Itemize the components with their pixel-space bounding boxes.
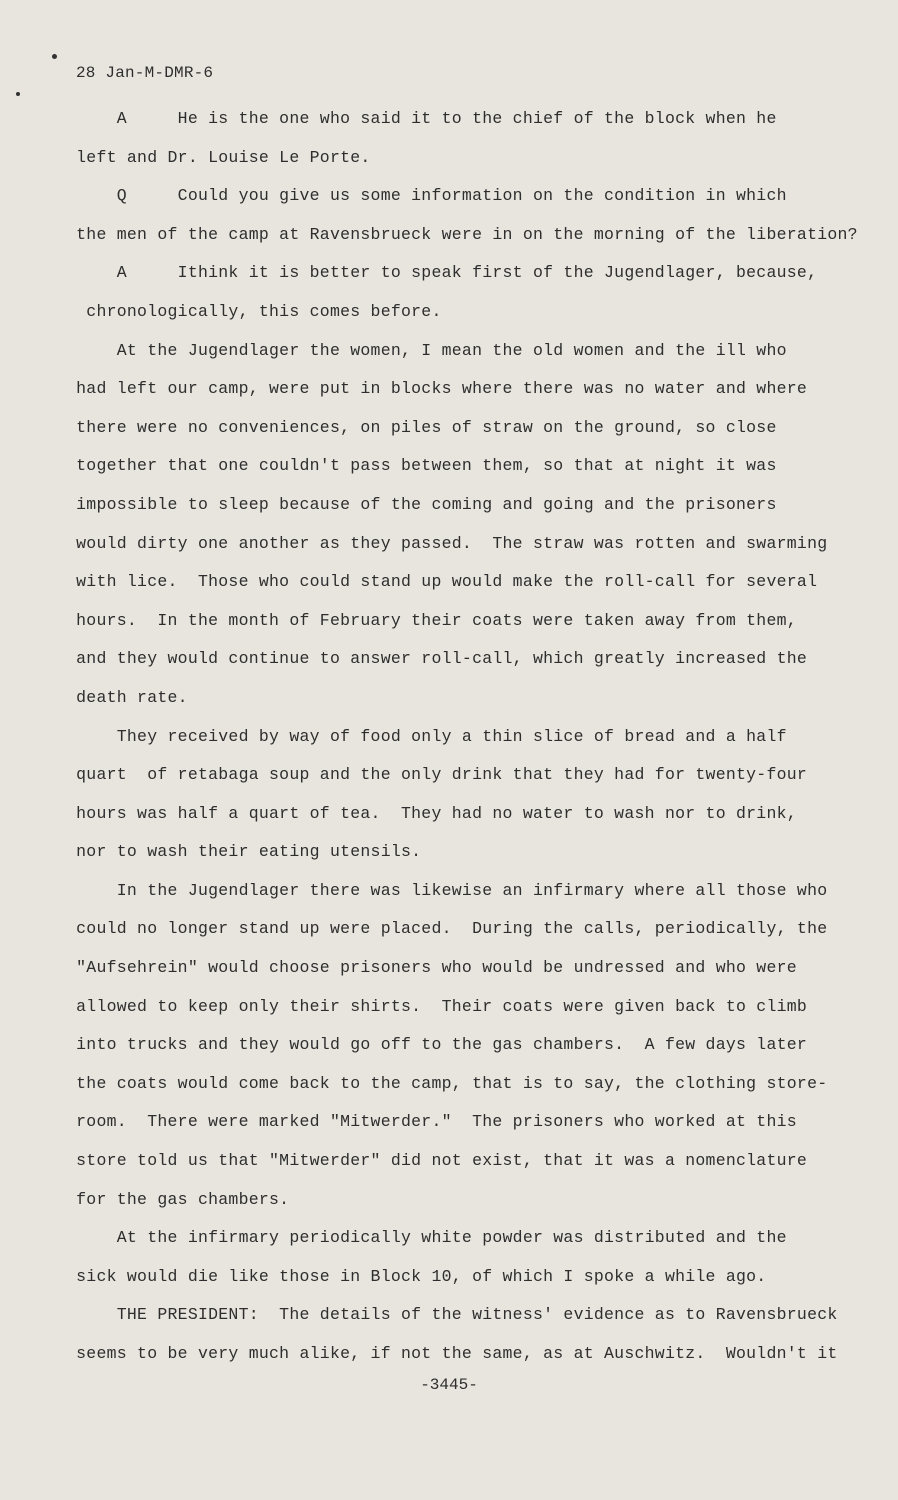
text-line: had left our camp, were put in blocks where there was no water and where (66, 379, 808, 399)
text-line: They received by way of food only a thin slice of bread and a half (66, 726, 787, 746)
text-line: left and Dr. Louise Le Porte. (66, 147, 371, 167)
paragraph-p2 (66, 177, 858, 254)
text-line: At the infirmary periodically white powder was distributed and the (66, 1228, 787, 1248)
paragraph-p3 (66, 254, 836, 331)
paragraph-p1 (66, 100, 836, 177)
page-number: -3445- (420, 1376, 478, 1394)
text-line: sick would die like those in Block 10, of which I spoke a while ago. (66, 1266, 767, 1286)
text-line: the men of the camp at Ravensbrueck were in on the morning of the liberation? (66, 224, 858, 244)
text-line: would dirty one another as they passed. The straw was rotten and swarming (66, 533, 828, 553)
text-line: allowed to keep only their shirts. Their coats were given back to climb (66, 996, 808, 1016)
margin-mark (16, 92, 20, 96)
text-line: Q Could you give us some information on the condition in which (66, 186, 787, 206)
text-line: store told us that "Mitwerder" did not exist, that it was a nomenclature (66, 1151, 808, 1171)
text-line: hours was half a quart of tea. They had no water to wash nor to drink, (66, 803, 797, 823)
text-line: there were no conveniences, on piles of straw on the ground, so close (66, 417, 777, 437)
text-line: At the Jugendlager the women, I mean the old women and the ill who (66, 340, 787, 360)
text-line: quart of retabaga soup and the only drink that they had for twenty-four (66, 765, 808, 785)
margin-mark (52, 54, 57, 59)
text-line: into trucks and they would go off to the gas chambers. A few days later (66, 1035, 808, 1055)
text-line: could no longer stand up were placed. During the calls, periodically, the (66, 919, 828, 939)
text-line: "Aufsehrein" would choose prisoners who would be undressed and who were (66, 958, 797, 978)
text-line: room. There were marked "Mitwerder." The prisoners who worked at this (66, 1112, 797, 1132)
document-reference: 28 Jan-M-DMR-6 (76, 64, 214, 82)
text-line: In the Jugendlager there was likewise an infirmary where all those who (66, 880, 828, 900)
text-line: the coats would come back to the camp, that is to say, the clothing store- (66, 1073, 828, 1093)
text-line: A He is the one who said it to the chief of the block when he (66, 109, 777, 128)
text-line: impossible to sleep because of the coming and going and the prisoners (66, 494, 777, 514)
paragraph-p8 (66, 1296, 836, 1373)
text-line: THE PRESIDENT: The details of the witness' evidence as to Ravensbrueck (66, 1305, 838, 1325)
paragraph-p7 (66, 1219, 836, 1296)
paragraph-p5 (66, 718, 836, 872)
paragraph-p6 (66, 872, 836, 1219)
text-line: hours. In the month of February their coats were taken away from them, (66, 610, 797, 630)
text-line: and they would continue to answer roll-call, which greatly increased the (66, 649, 808, 669)
text-line: for the gas chambers. (66, 1189, 290, 1209)
text-line: seems to be very much alike, if not the same, as at Auschwitz. Wouldn't it (66, 1344, 838, 1363)
text-line: chronologically, this comes before. (66, 301, 442, 321)
text-line: with lice. Those who could stand up would make the roll-call for several (66, 572, 818, 592)
text-line: A Ithink it is better to speak first of the Jugendlager, because, (66, 263, 818, 283)
text-line: death rate. (66, 687, 188, 707)
text-line: nor to wash their eating utensils. (66, 842, 422, 862)
text-line: together that one couldn't pass between them, so that at night it was (66, 456, 777, 476)
paragraph-p4 (66, 332, 836, 718)
transcript-body (66, 100, 858, 1374)
